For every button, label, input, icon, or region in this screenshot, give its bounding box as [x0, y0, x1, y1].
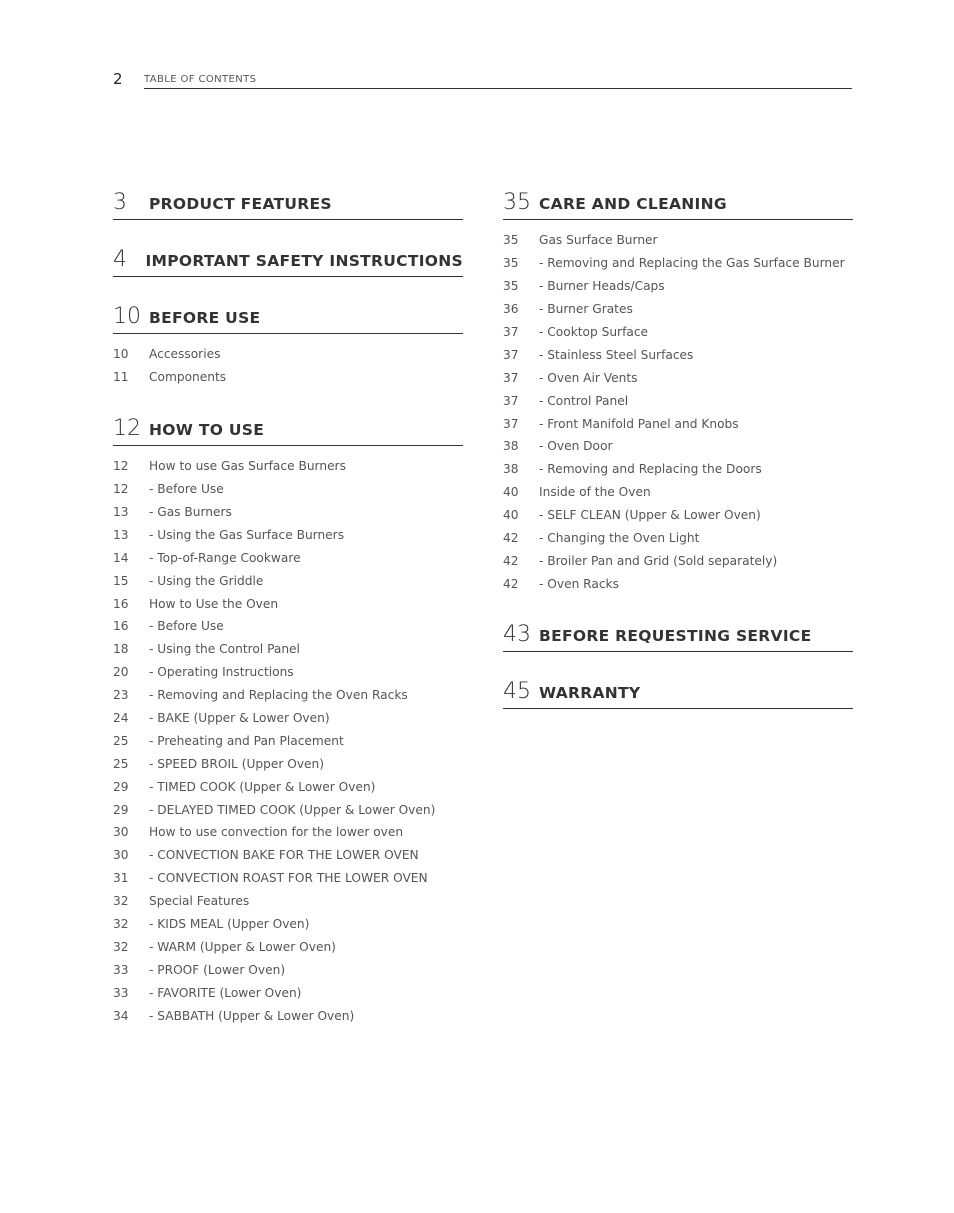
- toc-entry[interactable]: [113, 615, 463, 638]
- toc-entry[interactable]: [503, 275, 853, 298]
- section-page-number: 12: [113, 415, 141, 441]
- entry-label: - DELAYED TIMED COOK (Upper & Lower Oven): [149, 802, 436, 817]
- toc-entry[interactable]: [503, 572, 853, 595]
- toc-entry-list: [113, 455, 463, 1027]
- toc-entry[interactable]: [113, 478, 463, 501]
- section-heading[interactable]: [503, 677, 853, 709]
- toc-entry[interactable]: [113, 546, 463, 569]
- entry-label: - Using the Griddle: [149, 573, 264, 588]
- entry-label: - SABBATH (Upper & Lower Oven): [149, 1008, 355, 1023]
- entry-page-number: 38: [503, 462, 519, 477]
- toc-entry-list: [113, 343, 463, 389]
- toc-entry[interactable]: [503, 549, 853, 572]
- entry-label: Components: [149, 370, 227, 385]
- entry-label: How to use Gas Surface Burners: [149, 459, 346, 474]
- toc-entry[interactable]: [113, 569, 463, 592]
- entry-page-number: 20: [113, 665, 129, 680]
- entry-label: Inside of the Oven: [539, 485, 651, 500]
- toc-right-column: [503, 188, 853, 734]
- entry-page-number: 25: [113, 733, 129, 748]
- entry-label: - Control Panel: [539, 393, 629, 408]
- entry-label: - Oven Door: [539, 439, 613, 454]
- toc-entry[interactable]: [113, 343, 463, 366]
- entry-page-number: 13: [113, 527, 129, 542]
- section-page-number: 10: [113, 304, 141, 329]
- entry-label: - CONVECTION BAKE FOR THE LOWER OVEN: [149, 848, 419, 863]
- section-page-number: 3: [113, 190, 127, 215]
- entry-label: - Changing the Oven Light: [539, 531, 700, 546]
- section-title: WARRANTY: [539, 684, 641, 703]
- entry-page-number: 37: [503, 325, 519, 339]
- entry-page-number: 35: [503, 233, 519, 248]
- entry-label: - Removing and Replacing the Gas Surface Burner: [539, 256, 845, 271]
- entry-label: - Before Use: [149, 619, 224, 634]
- toc-entry[interactable]: [113, 455, 463, 478]
- entry-label: - Front Manifold Panel and Knobs: [539, 416, 739, 431]
- toc-section-how-to-use: [113, 414, 463, 1027]
- entry-page-number: 14: [113, 550, 129, 565]
- toc-entry[interactable]: [503, 481, 853, 504]
- entry-label: Gas Surface Burner: [539, 233, 658, 248]
- toc-entry[interactable]: [503, 321, 853, 344]
- entry-page-number: 12: [113, 459, 129, 474]
- section-title: BEFORE USE: [149, 309, 261, 327]
- entry-page-number: 25: [113, 756, 129, 771]
- entry-page-number: 31: [113, 871, 129, 886]
- toc-entry[interactable]: [113, 775, 463, 798]
- page-header: [113, 71, 852, 89]
- entry-page-number: 42: [503, 553, 519, 568]
- toc-section-before-requesting-service: [503, 620, 853, 652]
- toc-entry[interactable]: [503, 435, 853, 458]
- entry-label: - SPEED BROIL (Upper Oven): [149, 756, 325, 771]
- toc-entry[interactable]: [113, 501, 463, 524]
- entry-page-number: 23: [113, 688, 129, 703]
- entry-page-number: 32: [113, 894, 129, 909]
- entry-page-number: 33: [113, 962, 129, 977]
- entry-label: - Removing and Replacing the Oven Racks: [149, 688, 408, 703]
- entry-page-number: 29: [113, 802, 129, 817]
- entry-page-number: 12: [113, 482, 129, 497]
- toc-entry[interactable]: [503, 366, 853, 389]
- entry-page-number: 24: [113, 711, 129, 726]
- entry-page-number: 42: [503, 531, 519, 546]
- section-heading[interactable]: [503, 620, 853, 652]
- entry-label: - Before Use: [149, 482, 224, 497]
- entry-label: - TIMED COOK (Upper & Lower Oven): [149, 779, 376, 794]
- entry-page-number: 40: [503, 508, 519, 523]
- entry-page-number: 10: [113, 347, 129, 362]
- toc-entry[interactable]: [503, 527, 853, 550]
- header-title: TABLE OF CONTENTS: [144, 74, 257, 85]
- toc-section-care-and-cleaning: [503, 188, 853, 595]
- entry-label: - Oven Air Vents: [539, 370, 638, 385]
- toc-entry[interactable]: [113, 523, 463, 546]
- toc-entry[interactable]: [113, 913, 463, 936]
- toc-entry[interactable]: [113, 684, 463, 707]
- entry-label: - Oven Racks: [539, 576, 619, 591]
- toc-entry[interactable]: [503, 252, 853, 275]
- entry-label: - Stainless Steel Surfaces: [539, 347, 694, 362]
- toc-left-column: [113, 188, 463, 1052]
- entry-page-number: 32: [113, 939, 129, 954]
- entry-page-number: 35: [503, 256, 519, 271]
- entry-label: Special Features: [149, 894, 250, 909]
- toc-section-warranty: [503, 677, 853, 709]
- entry-label: - WARM (Upper & Lower Oven): [149, 939, 336, 954]
- section-heading[interactable]: [113, 188, 463, 220]
- entry-page-number: 13: [113, 505, 129, 519]
- entry-label: How to Use the Oven: [149, 596, 279, 611]
- entry-label: - Burner Grates: [539, 302, 633, 317]
- entry-label: - Operating Instructions: [149, 665, 294, 680]
- section-page-number: 45: [503, 679, 531, 705]
- entry-label: - PROOF (Lower Oven): [149, 962, 286, 977]
- toc-entry-list: [503, 229, 853, 595]
- section-page-number: 4: [113, 247, 127, 272]
- entry-label: - Gas Burners: [149, 505, 232, 519]
- section-title: IMPORTANT SAFETY INSTRUCTIONS: [145, 252, 463, 270]
- entry-label: - Top-of-Range Cookware: [149, 550, 301, 565]
- entry-page-number: 16: [113, 619, 129, 634]
- entry-page-number: 37: [503, 370, 519, 385]
- toc-section-product-features: [113, 188, 463, 220]
- entry-label: - Preheating and Pan Placement: [149, 733, 344, 748]
- toc-entry[interactable]: [113, 821, 463, 844]
- toc-section-before-use: [113, 302, 463, 389]
- entry-label: - Burner Heads/Caps: [539, 279, 665, 294]
- section-heading[interactable]: [113, 302, 463, 334]
- entry-page-number: 30: [113, 825, 129, 840]
- toc-entry[interactable]: [113, 366, 463, 389]
- entry-label: - Cooktop Surface: [539, 325, 649, 339]
- toc-entry[interactable]: [113, 661, 463, 684]
- entry-page-number: 32: [113, 917, 129, 932]
- section-page-number: 35: [503, 190, 531, 215]
- entry-page-number: 29: [113, 779, 129, 794]
- entry-label: Accessories: [149, 347, 221, 362]
- entry-page-number: 40: [503, 485, 519, 500]
- section-page-number: 43: [503, 622, 531, 648]
- section-title: HOW TO USE: [149, 420, 265, 439]
- entry-page-number: 34: [113, 1008, 129, 1023]
- header-divider: [144, 88, 852, 89]
- section-heading[interactable]: [113, 414, 463, 446]
- toc-entry[interactable]: [113, 798, 463, 821]
- entry-page-number: 42: [503, 576, 519, 591]
- entry-page-number: 15: [113, 573, 129, 588]
- entry-page-number: 16: [113, 596, 129, 611]
- toc-section-important-safety-instructions: [113, 245, 463, 277]
- entry-label: - Using the Control Panel: [149, 642, 300, 657]
- toc-entry[interactable]: [503, 298, 853, 321]
- toc-entry[interactable]: [113, 981, 463, 1004]
- section-heading[interactable]: [503, 188, 853, 220]
- toc-entry[interactable]: [113, 890, 463, 913]
- toc-entry[interactable]: [113, 592, 463, 615]
- toc-entry[interactable]: [113, 958, 463, 981]
- entry-page-number: 33: [113, 985, 129, 1000]
- toc-entry[interactable]: [113, 638, 463, 661]
- toc-entry[interactable]: [113, 707, 463, 730]
- toc-entry[interactable]: [503, 389, 853, 412]
- entry-page-number: 37: [503, 416, 519, 431]
- entry-page-number: 35: [503, 279, 519, 294]
- entry-label: - Removing and Replacing the Doors: [539, 462, 762, 477]
- entry-page-number: 37: [503, 347, 519, 362]
- toc-entry[interactable]: [503, 229, 853, 252]
- entry-page-number: 36: [503, 302, 519, 317]
- toc-entry[interactable]: [503, 458, 853, 481]
- section-title: CARE AND CLEANING: [539, 195, 727, 213]
- entry-label: - Broiler Pan and Grid (Sold separately): [539, 553, 778, 568]
- section-title: BEFORE REQUESTING SERVICE: [539, 627, 812, 646]
- toc-entry[interactable]: [503, 504, 853, 527]
- toc-entry[interactable]: [503, 412, 853, 435]
- section-title: PRODUCT FEATURES: [149, 195, 332, 213]
- entry-label: - FAVORITE (Lower Oven): [149, 985, 302, 1000]
- toc-entry[interactable]: [113, 1004, 463, 1027]
- entry-label: - SELF CLEAN (Upper & Lower Oven): [539, 508, 761, 523]
- toc-entry[interactable]: [113, 844, 463, 867]
- section-heading[interactable]: [113, 245, 463, 277]
- page-number: 2: [113, 70, 123, 88]
- entry-label: - BAKE (Upper & Lower Oven): [149, 711, 330, 726]
- entry-page-number: 38: [503, 439, 519, 454]
- entry-page-number: 37: [503, 393, 519, 408]
- entry-label: - CONVECTION ROAST FOR THE LOWER OVEN: [149, 871, 428, 886]
- entry-label: - Using the Gas Surface Burners: [149, 527, 345, 542]
- entry-label: How to use convection for the lower oven: [149, 825, 404, 840]
- entry-page-number: 18: [113, 642, 129, 657]
- toc-entry[interactable]: [113, 752, 463, 775]
- entry-page-number: 11: [113, 370, 129, 385]
- toc-entry[interactable]: [113, 729, 463, 752]
- entry-label: - KIDS MEAL (Upper Oven): [149, 917, 310, 932]
- toc-entry[interactable]: [503, 343, 853, 366]
- toc-entry[interactable]: [113, 867, 463, 890]
- toc-entry[interactable]: [113, 935, 463, 958]
- entry-page-number: 30: [113, 848, 129, 863]
